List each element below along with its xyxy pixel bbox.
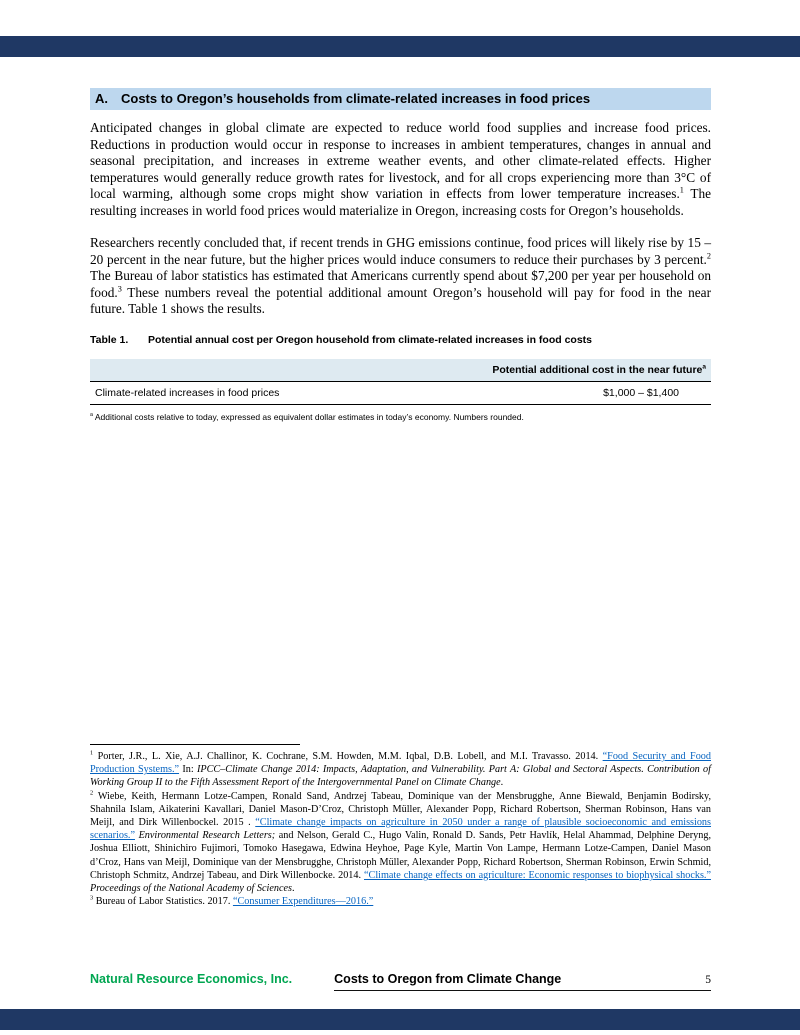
footer-company-name: Natural Resource Economics, Inc. [90,972,293,986]
body-paragraphs [90,120,711,318]
footnote-divider [90,744,300,745]
text-run: These numbers reveal the potential additional amount Oregon’s household will pay for food in the near future. Table 1 shows the results. [90,284,711,316]
footnote [90,750,711,790]
cost-table [90,359,711,405]
text-run: Researchers recently concluded that, if recent trends in GHG emissions continue, food prices will likely rise by 15 – 20 percent in the near future, but the higher prices would induce consumers to reduce their purchases by 3 percent. [90,235,711,267]
body-paragraph [90,235,711,318]
text-run: . [500,777,504,789]
text-run: Environmental Research Letters; [138,830,276,842]
footnotes-list [90,750,711,908]
text-run: Anticipated changes in global climate are expected to reduce world food supplies and increase food prices. Reductions in production would occur in response to increases in ambient temperatures, changes in annual and seasonal precipitation, and increases in extreme weather events, and other climate-related effects. Higher temperatures would generally reduce growth rates for livestock, and for all crops experiencing more than 3°C of local warming, although some crops might show variation in effects from lower temperature increases. [90,120,711,201]
text-run: . [292,883,295,895]
table-caption-text: Potential annual cost per Oregon household from climate-related increases in food costs [148,333,593,346]
text-run: IPCC–Climate Change 2014: Impacts, Adaptation, and Vulnerability. Part A: Global and Sectoral Aspects. Contribution of Working Group II to the Fifth Assessment Report of the Intergovernmental Panel on Climate Change [90,764,711,789]
text-run: Bureau of Labor Statistics. 2017. [93,896,233,908]
table-header-row [90,359,711,382]
text-run: Wiebe, Keith, Hermann Lotze-Campen, Ronald Sand, Andrzej Tabeau, Dominique van der Mensbrugghe, Anne Biewald, Benjamin Bodirsky, Shahnila Islam, Aikaterini Kavallari, Daniel Mason-D’Croz, Christoph Müller, Alexander Popp, Richard Robertson, Sherman Robinson, Hans van Meijl, and Dirk Willenbockel. 2015 . [90,790,711,829]
footnote [90,790,711,896]
citation-link[interactable]: “Food Security and Food Production Systems.” [90,751,711,776]
table-footnote [90,412,711,422]
text-run: Proceedings of the National Academy of Sciences [90,883,292,895]
footnotes-section [90,744,711,908]
superscript-mark: 2 [90,789,94,797]
text-run: Porter, J.R., L. Xie, A.J. Challinor, K. Cochrane, S.M. Howden, M.M. Iqbal, D.B. Lobell, and M.I. Travasso. 2014. [93,751,603,762]
section-heading [90,88,711,110]
bottom-decoration-bar [0,1009,800,1030]
footer-right-group [334,972,711,991]
table-row-value: $1,000 – $1,400 [463,381,711,404]
text-run: The Bureau of labor statistics has estimated that Americans currently spend about $7,200 per year per household on food. [90,268,711,300]
table-header-cell [90,359,711,382]
table-footnote-text: Additional costs relative to today, expressed as equivalent dollar estimates in today’s economy. Numbers rounded. [92,411,524,422]
text-run: The resulting increases in world food prices would materialize in Oregon, increasing costs for Oregon’s households. [90,186,711,218]
citation-link[interactable]: “Climate change effects on agriculture: Economic responses to biophysical shocks.” [364,869,711,881]
superscript-mark: 1 [90,749,94,757]
table-header-text: Potential additional cost in the near future [492,363,703,376]
table-footnote-mark: a [90,411,93,418]
superscript-mark: 1 [679,185,684,195]
table-row-label: Climate-related increases in food prices [90,381,463,404]
footnote [90,895,711,908]
section-title: Costs to Oregon’s households from climate-related increases in food prices [121,91,591,106]
text-run: In: [179,764,197,776]
superscript-mark: 3 [117,284,122,294]
page-footer [90,972,711,991]
superscript-mark: 3 [90,894,94,902]
top-decoration-bar [0,36,800,57]
page-number: 5 [705,974,711,986]
table-caption-label: Table 1. [90,333,129,346]
citation-link[interactable]: “Climate change impacts on agriculture in 2050 under a range of plausible socioeconomic and emissions scenarios.” [90,817,711,842]
superscript-mark: 2 [706,251,711,261]
table-header-note-mark: a [702,363,706,370]
table-caption [90,334,711,346]
text-run: and Nelson, Gerald C., Hugo Valin, Ronald D. Sands, Petr Havlík, Helal Ahammad, Delphine Deryng, Joshua Elliott, Shinichiro Fujimori, Tomoko Hasegawa, Edwina Heyhoe, Page Kyle, Martin Von Lampe, Hermann Lotze-Campen, Daniel Mason d’Croz, Hans van Meijl, Dominique van der Mensbrugghe, Christoph Müller, Alexander Popp, Richard Robertson, Sherman Robinson, Erwin Schmid, Christoph Schmitz, Andrzej Tabeau, and Dirk Willenbocke. 2014. [90,830,711,881]
table-row [90,381,711,404]
body-paragraph [90,120,711,219]
citation-link[interactable]: “Consumer Expenditures—2016.” [232,896,374,908]
page-content [90,88,711,422]
section-letter: A. [95,91,108,106]
footer-report-title: Costs to Oregon from Climate Change [334,972,562,986]
